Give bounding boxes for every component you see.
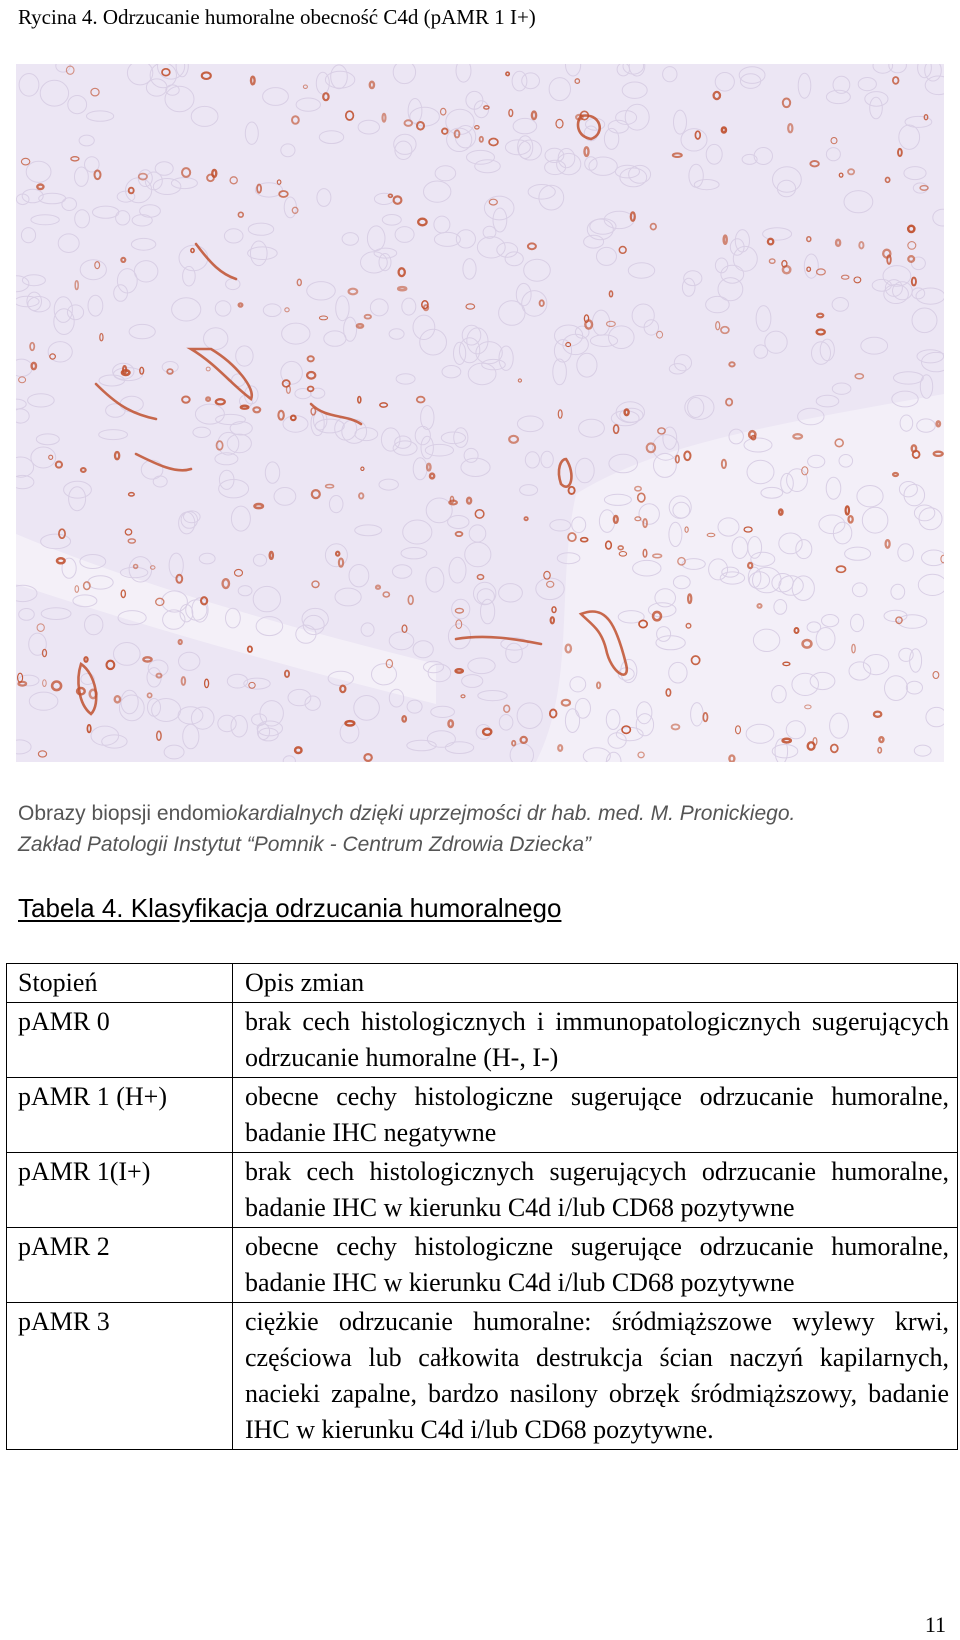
table-row — [7, 1228, 958, 1303]
micrograph-image — [16, 64, 944, 762]
description-cell: brak cech histologicznych sugerujących odrzucanie humoralne, badanie IHC w kierunku C4d i/lub CD68 pozytywne — [233, 1153, 958, 1228]
grade-cell: pAMR 1 (H+) — [7, 1078, 233, 1153]
table-header-row — [7, 964, 958, 1003]
table-row — [7, 1153, 958, 1228]
figure-caption: Rycina 4. Odrzucanie humoralne obecność C4d (pAMR 1 I+) — [18, 5, 536, 29]
grade-cell: pAMR 2 — [7, 1228, 233, 1303]
table-row — [7, 1303, 958, 1450]
credit-line-2: Zakład Patologii Instytut “Pomnik - Centrum Zdrowia Dziecka” — [18, 833, 592, 856]
grade-cell: pAMR 1(I+) — [7, 1153, 233, 1228]
header-description: Opis zmian — [233, 964, 958, 1003]
credit-line-1: Obrazy biopsji endomiokardialnych dzięki uprzejmości dr hab. med. M. Pronickiego. — [18, 802, 796, 825]
description-cell: obecne cechy histologiczne sugerujące odrzucanie humoralne, badanie IHC negatywne — [233, 1078, 958, 1153]
image-credit — [18, 798, 795, 860]
table-title: Tabela 4. Klasyfikacja odrzucania humoralnego — [18, 893, 562, 923]
table-row — [7, 1078, 958, 1153]
classification-table — [6, 963, 958, 1450]
page-number: 11 — [924, 1612, 946, 1637]
description-cell: brak cech histologicznych i immunopatologicznych sugerujących odrzucanie humoralne (H-, I-) — [233, 1003, 958, 1078]
grade-cell: pAMR 3 — [7, 1303, 233, 1450]
description-cell: obecne cechy histologiczne sugerujące odrzucanie humoralne, badanie IHC w kierunku C4d i/lub CD68 pozytywne — [233, 1228, 958, 1303]
description-cell: ciężkie odrzucanie humoralne: śródmiąższowe wylewy krwi, częściowa lub całkowita destrukcja ścian naczyń kapilarnych, nacieki zapalne, bardzo nasilony obrzęk śródmiąższowy, badanie IHC w kierunku C4d i/lub CD68 pozytywne. — [233, 1303, 958, 1450]
header-grade: Stopień — [7, 964, 233, 1003]
grade-cell: pAMR 0 — [7, 1003, 233, 1078]
table-row — [7, 1003, 958, 1078]
